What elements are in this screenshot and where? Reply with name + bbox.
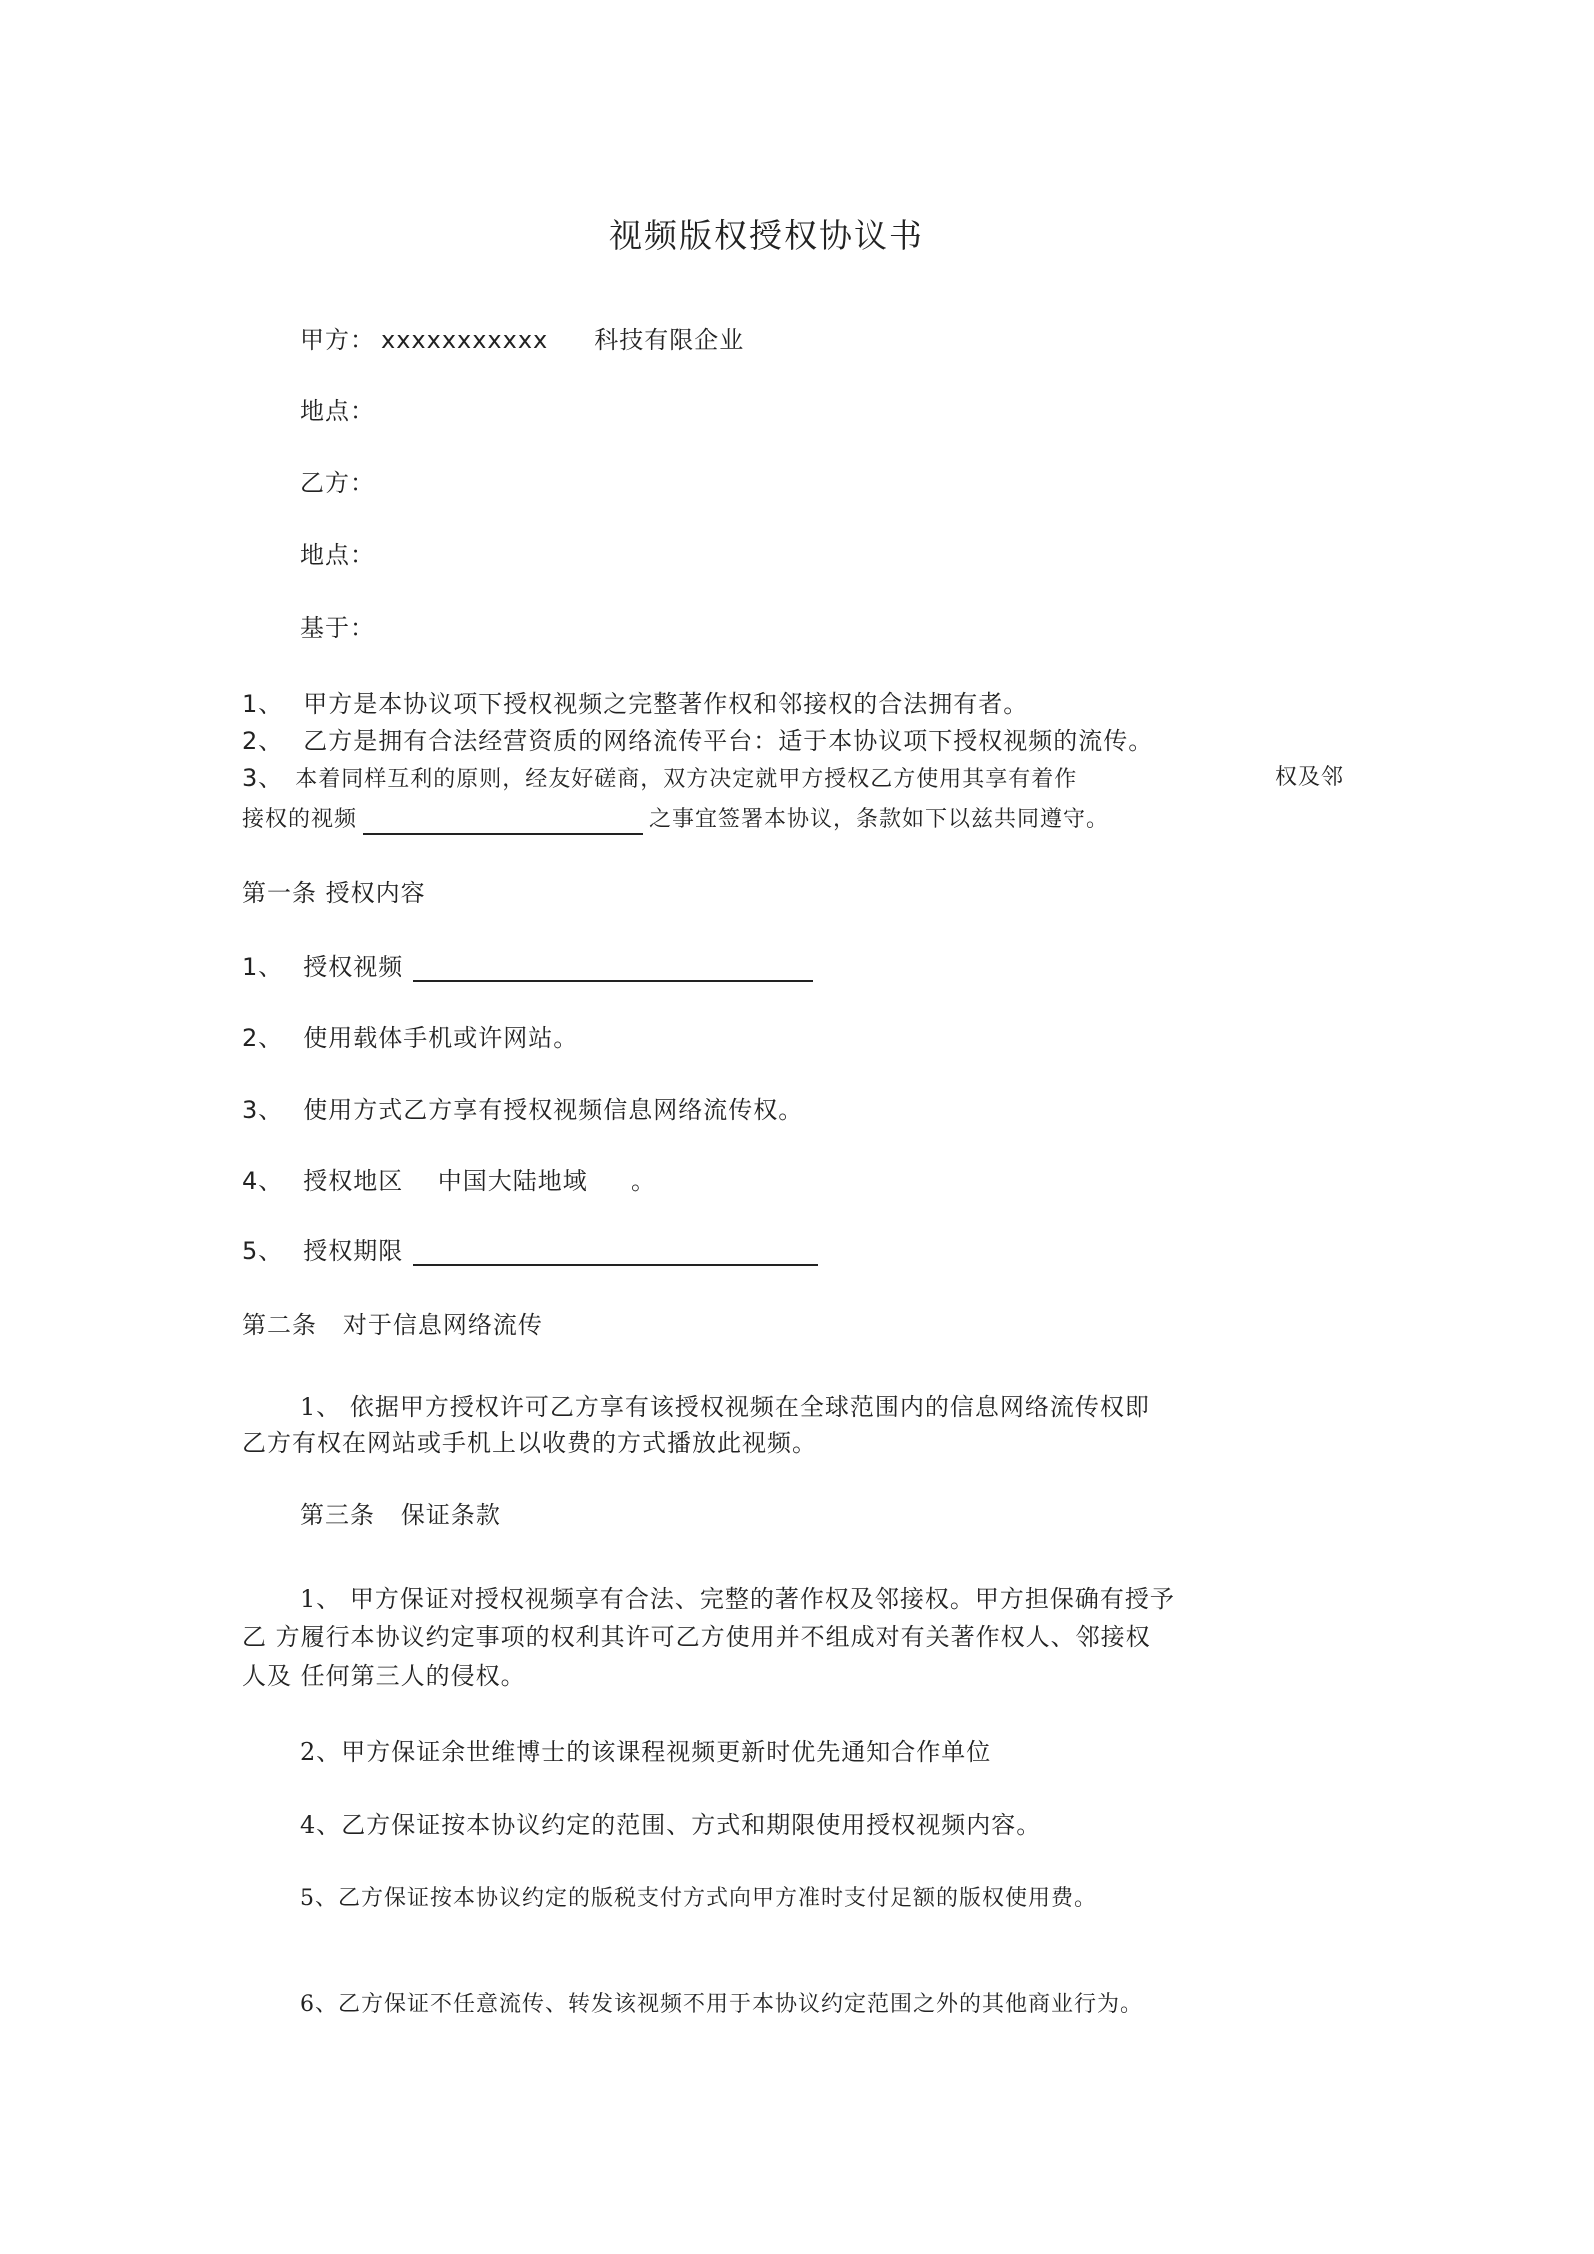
article-3-paragraph-1-line-1: 1、 甲方保证对授权视频享有合法、完整的著作权及邻接权。甲方担保确有授予 [300, 1585, 1175, 1613]
document-title: 视频版权授权协议书 [609, 216, 924, 255]
article-item-number: 2、 [242, 1024, 284, 1052]
article-1-item-3 [242, 1095, 803, 1125]
party-a-line [300, 325, 744, 355]
authorization-period-blank [413, 1238, 818, 1266]
basis-item-number: 3、 [242, 764, 284, 792]
article-3-paragraph-1-line-2: 乙 方履行本协议约定事项的权利其许可乙方使用并不组成对有关著作权人、邻接权 [242, 1623, 1151, 1651]
party-a-address-label: 地点： [300, 397, 375, 425]
basis-item-1 [242, 689, 1028, 719]
basis-item-2 [242, 726, 1153, 756]
article-1-item-5 [242, 1236, 818, 1266]
article-1-item-1 [242, 952, 813, 982]
article-2-heading: 第二条 对于信息网络流传 [242, 1311, 543, 1339]
authorized-video-blank [413, 954, 813, 982]
article-3-paragraph-6: 6、乙方保证不任意流传、转发该视频不用于本协议约定范围之外的其他商业行为。 [300, 1992, 1143, 2017]
basis-item-text: 本着同样互利的原则，经友好磋商，双方决定就甲方授权乙方使用其享有着作 [295, 767, 1078, 792]
article-1-item-2 [242, 1023, 578, 1053]
basis-label: 基于： [300, 614, 375, 642]
basis-item-text: 甲方是本协议项下授权视频之完整著作权和邻接权的合法拥有者。 [303, 690, 1029, 718]
basis-item-3-tail: 权及邻 [1275, 765, 1345, 790]
basis-item-number: 2、 [242, 727, 284, 755]
article-1-heading: 第一条 授权内容 [242, 879, 426, 907]
basis-item-3 [242, 763, 1077, 795]
basis-item-3-line2-prefix: 接权的视频 [242, 807, 358, 832]
article-item-text: 授权期限 [303, 1237, 404, 1265]
party-b-label: 乙方： [300, 469, 375, 497]
basis-item-3-line2 [242, 805, 1109, 835]
article-item-number: 1、 [242, 953, 284, 981]
article-2-paragraph-line-1: 1、 依据甲方授权许可乙方享有该授权视频在全球范围内的信息网络流传权即 [300, 1393, 1150, 1421]
article-3-paragraph-4: 4、乙方保证按本协议约定的范围、方式和期限使用授权视频内容。 [300, 1811, 1042, 1839]
article-3-paragraph-2: 2、甲方保证余世维博士的该课程视频更新时优先通知合作单位 [300, 1738, 992, 1766]
basis-item-number: 1、 [242, 690, 284, 718]
article-3-heading: 第三条 保证条款 [300, 1501, 501, 1529]
basis-item-3-line2-suffix: 之事宜签署本协议，条款如下以兹共同遵守。 [649, 807, 1110, 832]
article-item-number: 5、 [242, 1237, 284, 1265]
article-item-text: 使用方式乙方享有授权视频信息网络流传权。 [303, 1096, 804, 1124]
article-2-paragraph-line-2: 乙方有权在网站或手机上以收费的方式播放此视频。 [242, 1429, 817, 1457]
video-name-blank [363, 807, 643, 835]
article-item-text: 授权地区 中国大陆地域 。 [303, 1167, 656, 1195]
party-a-company: 科技有限企业 [594, 326, 745, 354]
party-a-name-placeholder: xxxxxxxxxxx [381, 326, 549, 354]
article-1-item-4 [242, 1166, 656, 1196]
party-a-label: 甲方： [300, 326, 375, 354]
article-3-paragraph-1-line-3: 人及 任何第三人的侵权。 [242, 1662, 526, 1690]
article-3-paragraph-5: 5、乙方保证按本协议约定的版税支付方式向甲方准时支付足额的版权使用费。 [300, 1886, 1097, 1911]
article-item-number: 3、 [242, 1096, 284, 1124]
article-item-text: 授权视频 [303, 953, 404, 981]
basis-item-text: 乙方是拥有合法经营资质的网络流传平台：适于本协议项下授权视频的流传。 [303, 727, 1154, 755]
article-item-text: 使用载体手机或许网站。 [303, 1024, 579, 1052]
party-b-address-label: 地点： [300, 541, 375, 569]
article-item-number: 4、 [242, 1167, 284, 1195]
